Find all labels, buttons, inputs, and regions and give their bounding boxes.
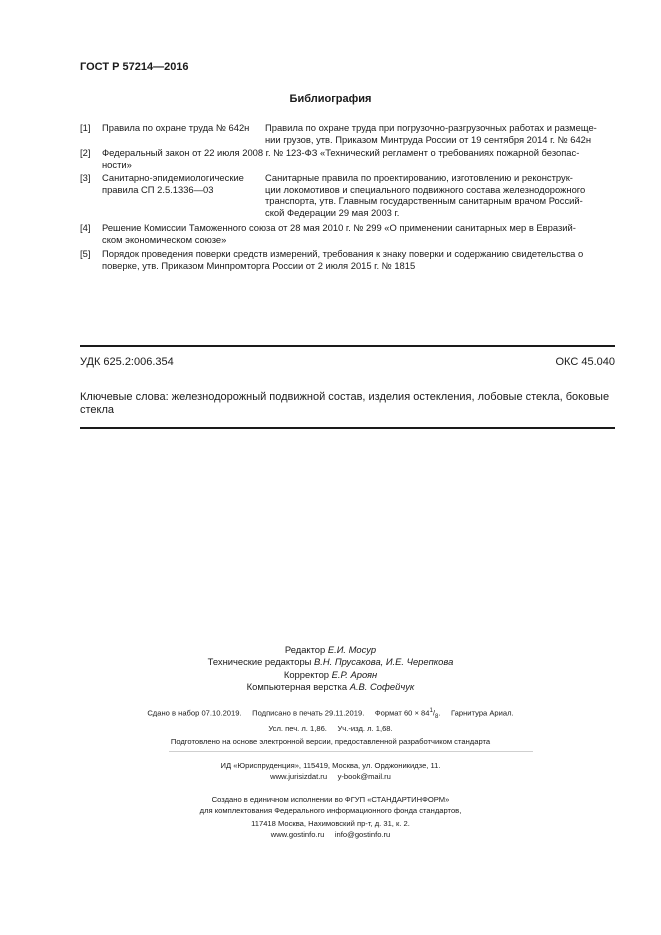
publisher-contacts: www.jurisizdat.ru y-book@mail.ru bbox=[270, 772, 391, 781]
entry-description: Правила по охране труда при погрузочно-разгрузочных работах и размеще- нии грузов, утв. Приказом Минтруда России от 19 сентября 2014 г. № 642н bbox=[265, 122, 597, 145]
print-details bbox=[0, 706, 661, 734]
layout-line bbox=[0, 681, 661, 693]
entry-description: Порядок проведения поверки средств измерений, требования к знаку поверки и содержанию свидетельства о поверке, утв. Приказом Минпромторга России от 2 июля 2015 г. № 1815 bbox=[102, 248, 584, 271]
editor-label: Редактор bbox=[284, 644, 326, 655]
entry-number: [1] bbox=[80, 122, 91, 133]
entry-number: [2] bbox=[80, 147, 91, 158]
standard-code: ГОСТ Р 57214—2016 bbox=[80, 61, 189, 73]
udk-code: УДК 625.2:006.354 bbox=[80, 356, 174, 368]
format-fraction-bottom: 8 bbox=[434, 714, 439, 721]
entry-number: [3] bbox=[80, 172, 91, 183]
bibliography-title: Библиография bbox=[289, 93, 372, 105]
credits-block bbox=[0, 644, 661, 694]
tech-editors-label: Технические редакторы bbox=[207, 656, 312, 668]
printer-contacts: www.gostinfo.ru info@gostinfo.ru bbox=[270, 830, 391, 839]
separator-rule bbox=[169, 751, 533, 752]
print-dates: Сдано в набор 07.10.2019. Подписано в печать 29.11.2019. Формат 60 × 84 bbox=[147, 708, 430, 718]
corrector-line bbox=[0, 669, 661, 681]
corrector-name: Е.Р. Ароян bbox=[331, 668, 378, 680]
print-dates-line: Сдано в набор 07.10.2019. Подписано в печать 29.11.2019. Формат $60 \times 84^1/_8$. Гарнитура Ариал. bbox=[147, 708, 514, 721]
printer-address: 117418 Москва, Нахимовский пр-т, д. 31, к. 2. bbox=[251, 819, 410, 828]
entry-short-title: Санитарно-эпидемиологические правила СП 2.5.1336—03 bbox=[102, 172, 244, 195]
typeface: . Гарнитура Ариал. bbox=[438, 708, 514, 718]
printer-line-2: для комплектования Федерального информационного фонда стандартов, bbox=[199, 806, 462, 815]
separator-rule bbox=[80, 345, 615, 347]
publisher-block bbox=[0, 760, 661, 782]
printer-address-block bbox=[0, 818, 661, 840]
printer-line-1: Создано в единичном исполнении во ФГУП «СТАНДАРТИНФОРМ» bbox=[211, 795, 450, 804]
oks-code: ОКС 45.040 bbox=[555, 356, 615, 368]
entry-number: [4] bbox=[80, 222, 91, 233]
entry-description: Федеральный закон от 22 июля 2008 г. № 123-ФЗ «Технический регламент о требованиях пожарной безопас- ности» bbox=[102, 147, 580, 170]
editor-line bbox=[0, 644, 661, 656]
print-sheets-line: Усл. печ. л. 1,86. Уч.-изд. л. 1,68. bbox=[268, 724, 393, 734]
source-note: Подготовлено на основе электронной версии, предоставленной разработчиком стандарта bbox=[170, 737, 491, 746]
format-fraction-top: 1 bbox=[429, 708, 433, 714]
entry-description: Санитарные правила по проектированию, изготовлению и реконструк- ции локомотивов и специального подвижного состава железнодорожного транспорта, утв. Главным государственным санитарным врачом Россий- ской Федерации 29 мая 2003 г. bbox=[265, 172, 586, 218]
layout-label: Компьютерная верстка bbox=[246, 681, 348, 693]
entry-short-title: Правила по охране труда № 642н bbox=[102, 122, 250, 133]
publisher-address: ИД «Юриспруденция», 115419, Москва, ул. Орджоникидзе, 11. bbox=[220, 761, 441, 770]
entry-number: [5] bbox=[80, 248, 91, 259]
entry-description: Решение Комиссии Таможенного союза от 28 мая 2010 г. № 299 «О применении санитарных мер в Евразий- ском экономическом союзе» bbox=[102, 222, 576, 245]
keywords: Ключевые слова: железнодорожный подвижной состав, изделия остекления, лобовые стекла, боковые стекла bbox=[80, 391, 610, 416]
printer-block bbox=[0, 794, 661, 816]
editor-name: Е.И. Мосур bbox=[327, 644, 377, 655]
separator-rule bbox=[80, 427, 615, 429]
corrector-label: Корректор bbox=[283, 668, 330, 680]
tech-editors-line bbox=[0, 656, 661, 668]
tech-editors-names: В.Н. Прусакова, И.Е. Черепкова bbox=[314, 656, 454, 668]
layout-name: А.В. Софейчук bbox=[349, 681, 415, 693]
